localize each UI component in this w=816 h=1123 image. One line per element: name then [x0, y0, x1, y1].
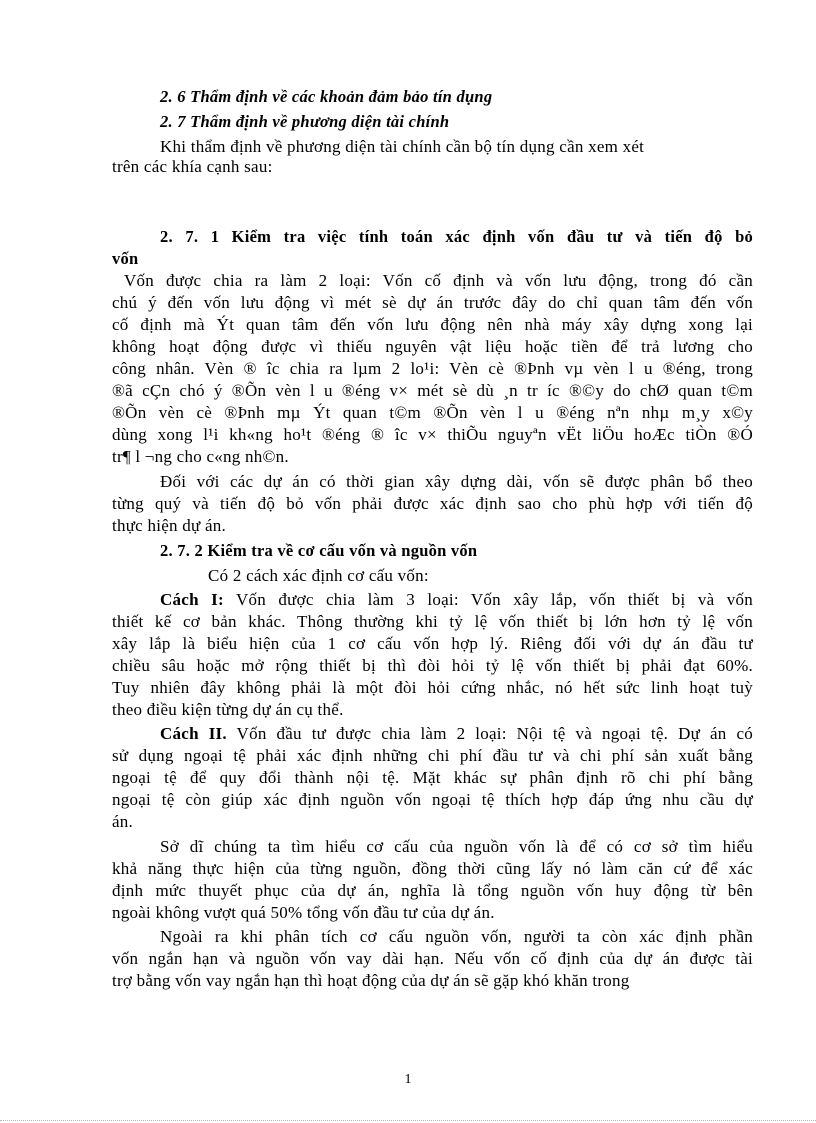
paragraph-line: không hoạt động được vì thiếu nguyên vật liệu hoặc tiền để trả lương cho	[112, 337, 753, 356]
paragraph-line: ngoại tệ còn giúp xác định nguồn vốn ngoại tệ thích hợp đáp ứng nhu cầu dự	[112, 790, 753, 809]
paragraph-line: chiều sâu hoặc mở rộng thiết bị thì đòi hỏi tỷ lệ vốn thiết bị phải đạt 60%.	[112, 656, 753, 675]
heading-2-7-2-text: 2. 7. 2 Kiểm tra về cơ cấu vốn và nguồn vốn	[160, 541, 478, 560]
paragraph-line: chú ý đến vốn lưu động vì mét sè dự án trước đây do chỉ quan tâm đến vốn	[112, 293, 753, 312]
heading-2-6	[112, 87, 753, 106]
paragraph-cach-2	[112, 724, 753, 834]
paragraph-line: khả năng thực hiện của từng nguồn, đồng thời cũng lấy nó làm căn cứ để xác	[112, 859, 753, 878]
paragraph-line: vốn ngắn hạn và nguồn vốn vay dài hạn. Nếu vốn cố định của dự án được tài	[112, 949, 753, 968]
paragraph-line: ®Õn vèn cè ®Þnh mµ Ýt quan t©m ®Õn vèn l u ®éng nªn nhµ m¸y x©y	[112, 403, 753, 422]
paragraph-line: Vốn được chia ra làm 2 loại: Vốn cố định và vốn lưu động, trong đó cần	[124, 271, 753, 290]
paragraph-line: Sở dĩ chúng ta tìm hiểu cơ cấu của nguồn vốn là để có cơ sở tìm hiểu	[160, 837, 753, 856]
heading-2-7-2	[112, 541, 753, 561]
paragraph-line: thiết kế cơ bản khác. Thông thường khi tỷ lệ vốn thiết bị lớn hơn tỷ lệ vốn	[112, 612, 753, 631]
heading-2-6-text: 2. 6 Thẩm định về các khoản đảm bảo tín dụng	[160, 87, 493, 106]
paragraph-line: Đối với các dự án có thời gian xây dựng dài, vốn sẽ được phân bổ theo	[160, 472, 753, 491]
cach-2-text: Vốn đầu tư được chia làm 2 loại: Nội tệ và ngoại tệ. Dự án có	[226, 724, 754, 743]
paragraph-line	[160, 724, 753, 746]
intro-paragraph	[112, 137, 753, 177]
page-number: 1	[404, 1072, 412, 1087]
paragraph-line: Ngoài ra khi phân tích cơ cấu nguồn vốn, người ta còn xác định phần	[160, 927, 753, 946]
intro-line: trên các khía cạnh sau:	[112, 157, 273, 176]
paragraph-cach-1	[112, 590, 753, 722]
paragraph-line: công nhân. Vèn ® îc chia ra lµm 2 lo¹i: Vèn cè ®Þnh vµ vèn l u ®éng, trong	[112, 359, 753, 378]
paragraph-line: án.	[112, 812, 134, 831]
heading-2-7-1-line: vốn	[112, 249, 139, 268]
paragraph-doi-voi	[112, 472, 753, 538]
heading-2-7	[112, 112, 753, 131]
paragraph-von	[112, 271, 753, 469]
paragraph-line: cố định mà Ýt quan tâm đến vốn lưu động nên nhà máy xây dựng xong lại	[112, 315, 753, 334]
heading-2-7-1	[112, 227, 753, 271]
heading-2-7-1-line: 2. 7. 1 Kiểm tra việc tính toán xác định vốn đầu tư và tiến độ bỏ	[160, 227, 753, 246]
paragraph-line: xây lắp là biểu hiện của 1 cơ cấu vốn hợp lý. Riêng đối với dự án đầu tư	[112, 634, 753, 653]
paragraph-line: theo điều kiện từng dự án cụ thể.	[112, 700, 344, 719]
paragraph-line: từng quý và tiến độ bỏ vốn phải được xác định sao cho phù hợp với tiến độ	[112, 494, 753, 513]
co-2-cach	[112, 566, 753, 586]
cach-1-text: Vốn được chia làm 3 loại: Vốn xây lắp, vốn thiết bị và vốn	[223, 590, 753, 609]
paragraph-ngoai-ra	[112, 927, 753, 993]
paragraph-so-di	[112, 837, 753, 925]
heading-2-7-text: 2. 7 Thẩm định về phương diện tài chính	[160, 112, 450, 131]
paragraph-line: trợ bằng vốn vay ngắn hạn thì hoạt động của dự án sẽ gặp khó khăn trong	[112, 971, 630, 990]
cach-2-label: Cách II.	[160, 724, 227, 743]
paragraph-line: thực hiện dự án.	[112, 516, 227, 535]
paragraph-line: ®ã cÇn chó ý ®Õn vèn l u ®éng v× mét sè dù ¸n tr íc ®©y do chØ quan t©m	[112, 381, 753, 400]
paragraph-line: Tuy nhiên đây không phải là một đòi hỏi cứng nhắc, nó hết sức linh hoạt tuỳ	[112, 678, 753, 697]
paragraph-line: dùng xong l¹i kh«ng ho¹t ®éng ® îc v× thiÕu nguyªn vËt liÖu hoÆc tiÒn ®Ó	[112, 425, 753, 444]
paragraph-line: định mức thuyết phục của dự án, nghĩa là tổng nguồn vốn huy động từ bên	[112, 881, 753, 900]
page-bottom-divider	[0, 1120, 816, 1121]
co-2-cach-text: Có 2 cách xác định cơ cấu vốn:	[208, 566, 429, 585]
paragraph-line: ngoại tệ để quy đổi thành nội tệ. Mặt khác sự phân định rõ chi phí bằng	[112, 768, 753, 787]
paragraph-line: ngoài không vượt quá 50% tổng vốn đầu tư của dự án.	[112, 903, 495, 922]
paragraph-line: tr¶ l ¬ng cho c«ng nh©n.	[112, 447, 289, 466]
intro-line: Khi thẩm định về phương diện tài chính cần bộ tín dụng cần xem xét	[160, 137, 645, 156]
paragraph-line: sử dụng ngoại tệ phải xác định những chi phí đầu tư và chi phí sản xuất bằng	[112, 746, 753, 765]
paragraph-line	[160, 590, 753, 612]
cach-1-label: Cách I:	[160, 590, 224, 609]
